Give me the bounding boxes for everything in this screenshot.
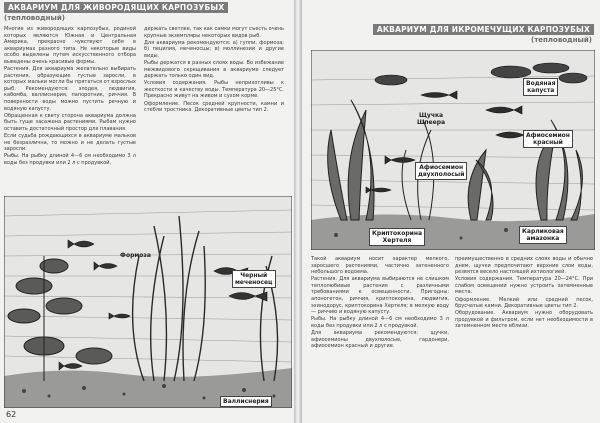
paragraph: Рыбы. На рыбку длиной 4—6 см необходимо 3 л воды без продувки или 2 л с продувкой.	[311, 316, 449, 329]
book-gutter	[294, 0, 302, 423]
page-number: 62	[6, 410, 17, 419]
paragraph: Растения. Для аквариума выбираются не слишком теплолюбивые растения с различными требованиями к освещенности. Пригодны: апоногетон, риччия, криптокорина, людвигия, эхинодорус, криптокорина Хертеля; в мелкую воду — риччию и водяную капусту.	[311, 276, 449, 316]
left-page	[0, 0, 297, 423]
paragraph: Условия содержания. Рыбы неприхотливы к жесткости и качеству воды. Температура 20—25°С. Прекрасно живут на живом и сухом корме.	[144, 80, 284, 100]
livebearer-aquarium-illustration	[4, 196, 292, 408]
paragraph: Условия содержания. Температура 20—24°С. При слабом освещении нужно устроить затемненные места.	[455, 276, 593, 296]
caption-water-cabbage: Водяная капуста	[523, 78, 558, 96]
paragraph: Такой аквариум носит характер мелкого, заросшего растениями, частично затененного небольшого водоема.	[311, 256, 449, 276]
caption-cryptocoryne: Криптокорина Хертеля	[369, 228, 425, 246]
right-text-column-2	[455, 256, 593, 331]
caption-vallisneria: Валлиснерия	[220, 396, 272, 407]
paragraph: Если судьба рождающихся в аквариуме мальков не безразлична, то можно и не делать густые заросли.	[4, 133, 136, 153]
left-page-subheading: (тепловодный)	[4, 14, 65, 22]
right-page-heading: АКВАРИУМ ДЛЯ ИКРОМЕЧУЩИХ КАРПОЗУБЫХ	[373, 24, 594, 35]
paragraph: Для аквариума рекомендуются: щучки, афиосемионы двухполосые, гардонери, афиосемион красный и другие.	[311, 330, 449, 350]
caption-formoza: Формоза	[120, 252, 151, 259]
right-page	[297, 0, 600, 423]
paragraph: Обращенная к свету сторона аквариума должна быть гуще засажена растениями. Рыбам нужно оставить достаточный простор для плавания.	[4, 112, 136, 132]
paragraph: Растения. Для аквариума желательно выбирать растения, образующие густые заросли, в которых мальки могли бы прятаться от взрослых рыб. Рекомендуются: элодея, людвигия, кабомба, валлиснерия, папоротник, риччия. В поверхности воды можно пустить речную и водяную капусту.	[4, 66, 136, 112]
caption-black-swordtail: Черный меченосец	[232, 270, 276, 288]
paragraph: Для аквариума рекомендуются: а) гуппи, формоза; б) пецилия, меченосцы; в) моллинезии и другие виды.	[144, 39, 284, 59]
paragraph: держать светлее, так как самки могут съесть очень крупные экземпляры некоторых видов рыб.	[144, 26, 284, 39]
left-text-column-1	[4, 26, 136, 167]
paragraph: Рыбы. На рыбку длиной 4—6 см необходимо 3 л воды без продувки или 2 л с продувкой.	[4, 153, 136, 166]
paragraph: Многие из живородящих карпозубых, родиной которых являются Южная и Центральная Америка, прекрасно чувствуют себя в аквариумах разного типа. Не некоторые виды особо выделены путем искусственного отбора выведены очень красивые формы.	[4, 26, 136, 65]
paragraph: Оформление. Песок средней крупности, камни и стебли тростника. Декоративные цветы тип 2.	[144, 100, 284, 114]
right-page-subheading: (тепловодный)	[531, 36, 592, 44]
caption-red-aphyosemion: Афиосемион красный	[523, 130, 573, 148]
right-text-column-1	[311, 256, 449, 350]
left-text-column-2	[144, 26, 284, 114]
caption-two-striped-aphyosemion: Афиосемион двухполосый	[415, 162, 467, 180]
paragraph: преимущественно в средних слоях воды и обычно днем, щучки предпочитают верхние слои воды, резвятся весело настоящей ихтиологией.	[455, 256, 593, 276]
caption-pike-killifish: Щучка Шпеера	[417, 112, 446, 126]
caption-dwarf-amazon: Карликовая амазонка	[519, 226, 567, 244]
paragraph: Рыбы держатся в разных слоях воды. Во избежание межвидового скрещивания в аквариуме следует держать только один вид.	[144, 59, 284, 80]
paragraph: Оформление. Мелкий или средний песок, брусчатые камни. Декоративные цветы тип 2.	[455, 296, 593, 310]
left-page-heading: АКВАРИУМ ДЛЯ ЖИВОРОДЯЩИХ КАРПОЗУБЫХ	[4, 2, 228, 13]
paragraph: Оборудование. Аквариум нужно оборудовать продувкой и фильтром, если нет необходимости в затемненном месте вблизи.	[455, 310, 593, 330]
